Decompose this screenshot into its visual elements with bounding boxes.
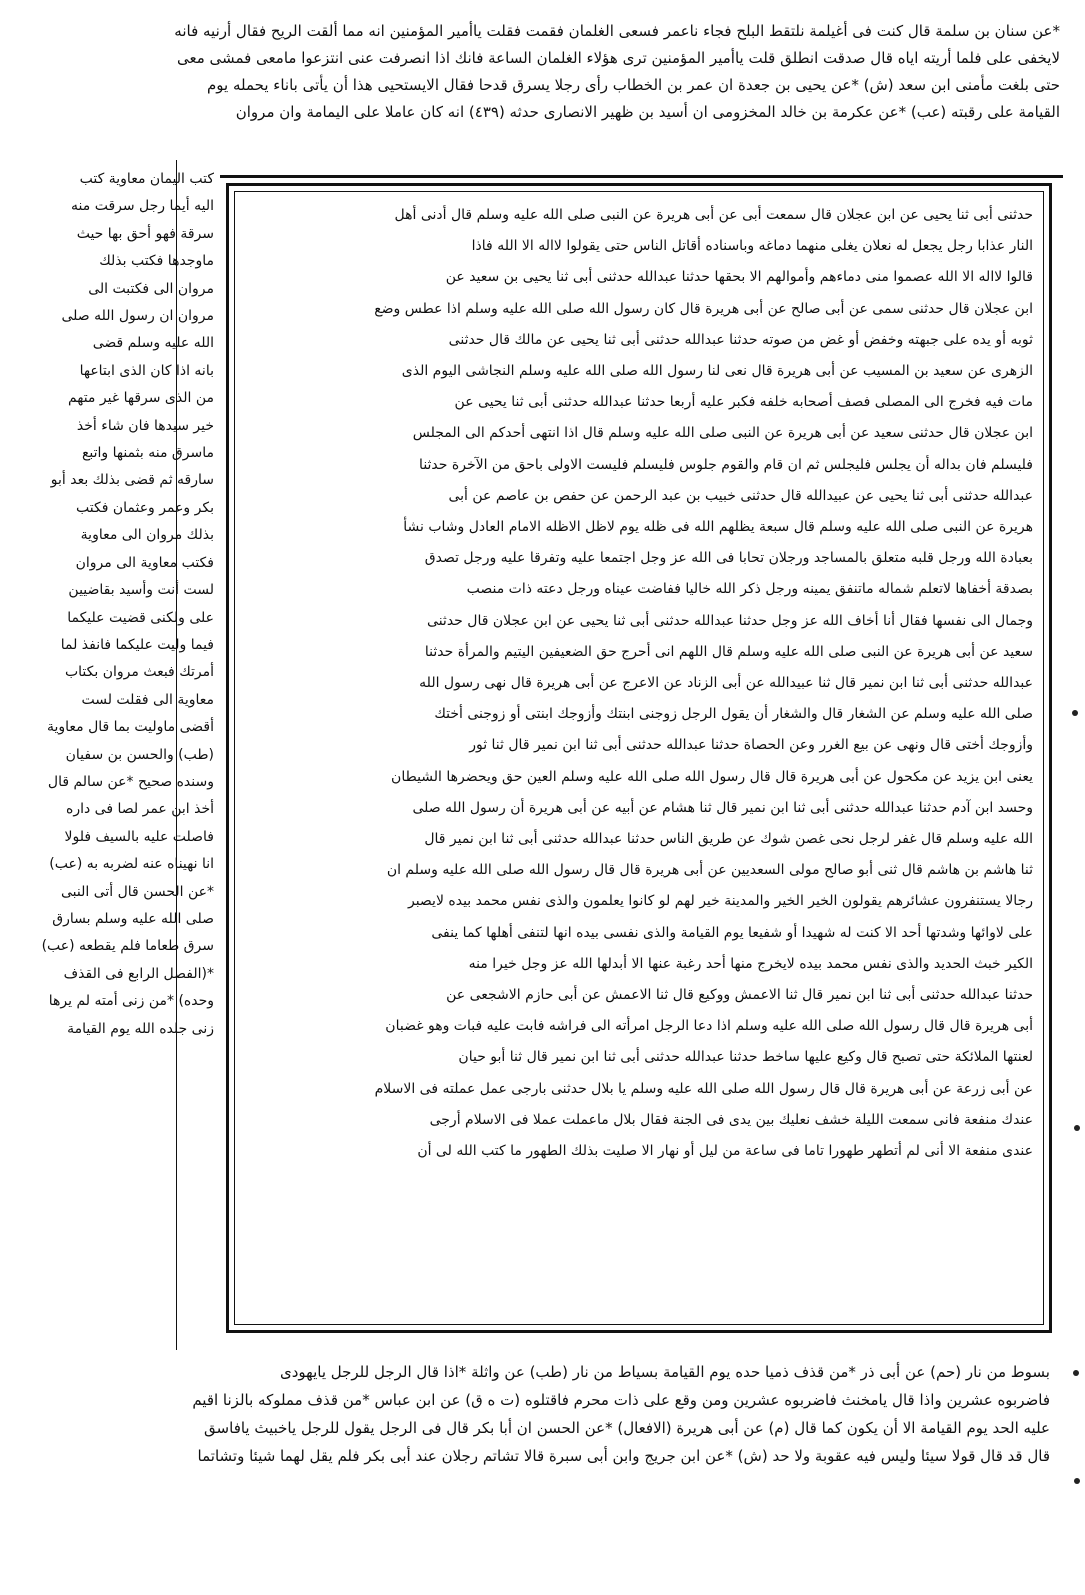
text-line: ثوبه أو يده على جبهته وخفض أو غض من صوته حدثنا عبدالله حدثنى أبى ثنا يحيى عن مالك قال حدثنى [448,331,1033,348]
separator-rule [220,175,1063,178]
text-line: مات فيه فخرج الى المصلى فصف أصحابه خلفه فكبر عليه أربعا حدثنا عبدالله حدثنى أبى ثنا يحيى عن [454,394,1033,411]
margin-line: انا نهيناه عنه لضربه به (عب) [49,856,214,873]
text-line: بسوط من نار (حم) عن أبى ذر *من قذف ذميا حده يوم القيامة بسياط من نار (طب) عن واثلة *اذا قال الرجل للرجل يايهودى [279,1363,1050,1381]
margin-line: *(الفصل الرابع فى القذف [63,965,214,982]
margin-line: أخذ ابن عمر لصا فى داره [65,801,214,818]
scan-speck [1074,1478,1080,1484]
margin-line: اليه أيما رجل سرقت منه [71,198,214,215]
scan-speck [1072,710,1078,716]
text-line: عن أبى زرعة عن أبى هريرة قال قال رسول الله صلى الله عليه وسلم يا بلال حدثنى بارجى عمل عملته فى الاسلام [374,1080,1033,1097]
text-line: عبدالله حدثنى أبى ثنا ابن نمير قال ثنا عبيدالله عن أبى الزناد عن الاعرج عن أبى هريرة قال نهى رسول الله [419,675,1033,692]
margin-column [14,166,214,1043]
text-line: بصدقة أخفاها لاتعلم شماله ماتنفق يمينه ورجل ذكر الله خاليا ففاضت عيناه ورجل دعته ذات منصب [466,581,1033,598]
text-line: القيامة على رقبته (عب) *عن عكرمة بن خالد المخزومى ان أسيد بن ظهير الانصارى حدثه (٤٣٩) انه كان عاملا على اليمامة وان مروان [235,103,1060,121]
text-line: رجالا يستنفرون عشائرهم يقولون الخير الخير والمدينة خير لهم لو كانوا يعلمون والذى نفس محمد بيده لايصبر [407,893,1033,910]
margin-line: لست أنت وأسيد بقاضيين [68,582,214,599]
text-line: لايخفى على فلما أريته اياه قال صدقت انطلق قلت ياأمير المؤمنين ترى هؤلاء الغلمان الساعة فانك اذا انصرفت عنى انتزعوا مامعى فمشى معى [177,49,1060,67]
text-line: عندى منفعة الا أنى لم أتطهر طهورا تاما فى ساعة من ليل أو نهار الا صليت بذلك الطهور ما كتب الله لى أن [417,1143,1033,1160]
margin-line: خير سيدها فان شاء أخذ [76,417,214,434]
margin-line: أقضى ماوليت بما قال معاوية [46,719,214,736]
margin-line: ماسرق منه بثمنها واتبع [81,445,214,462]
text-line: على لاوائها وشدتها أحد الا كنت له شهيدا أو شفيعا يوم القيامة والذى نفسى بيده انها لتنفى أهلها كما ينفى [431,924,1033,941]
margin-line: مروان ان رسول الله صلى [61,308,214,325]
margin-line: معاوية الى فقلت لست [81,691,214,708]
text-line: فاضربوه عشرين واذا قال يامخنث فاضربوه عشرين ومن وقع على ذات محرم فاقتلوه (ت ه ق) عن ابن عباس *من قذف مملوكه بالزنا اقيم [192,1391,1050,1409]
margin-line: *عن الحسن قال أتى النبى [60,883,214,900]
text-line: ابن عجلان قال حدثنى سمى عن أبى صالح عن أبى هريرة قال كان رسول الله صلى الله عليه وسلم اذا عطس وضع [374,300,1033,317]
margin-line: بذلك مروان الى معاوية [80,527,214,544]
margin-line: كتب اليمان معاوية كتب [79,171,214,187]
text-line: عندك منفعة فانى سمعت الليلة خشف نعليك بين يدى فى الجنة فقال بلال ماعملت عملا فى الاسلام أرجى [429,1111,1033,1128]
text-line: الله عليه وسلم قال غفر لرجل نحى غصن شوك عن طريق الناس حدثنا عبدالله حدثنى أبى ثنا ابن نمير قال [424,831,1033,848]
margin-line: ماوجدها فكتب بذلك [99,253,214,270]
text-line: حتى بلغت مأمنى ابن سعد (ش) *عن يحيى بن جعدة ان عمر بن الخطاب رأى رجلا يسرق قدحا فقال الايستحيى هذا أن يأتى باناء يحمله يوم [207,76,1060,94]
scan-speck [1074,1125,1080,1131]
margin-line: بكر وعمر وعثمان فكتب [75,499,214,516]
margin-line: على ولكنى قضيت عليكما [67,609,214,626]
margin-line: وسنده صحيح *عن سالم قال [47,773,214,790]
margin-line: فاصلت عليه بالسيف فلولا [64,828,214,845]
text-line: قال قد قال قولا سيئا وليس فيه عقوبة ولا حد (ش) *عن ابن جريج وابن أبى سبرة قالا تشاتم رجلان عند أبى بكر فلم يقل لهما شيئا وتشاتما [197,1447,1050,1465]
margin-line: زنى جلده الله يوم القيامة [67,1020,214,1037]
margin-line: أمرتك فبعث مروان بكتاب [64,664,214,681]
margin-line: فكتب معاوية الى مروان [75,554,214,571]
margin-line: فيما وليت عليكما فانفذ لما [60,636,214,653]
text-line: صلى الله عليه وسلم عن الشغار قال والشغار أن يقول الرجل زوجنى ابنتك وأزوجك ابنتى أو زوجنى أختك [434,706,1033,723]
text-line: النار عذابا رجل يجعل له نعلان يغلى منهما دماغه وباسناده أقاتل الناس حتى يقولوا لااله الا الله فاذا [471,238,1033,255]
text-line: يعنى ابن يزيد عن مكحول عن أبى هريرة قال قال رسول الله صلى الله عليه وسلم العين حق ويحضرها الشيطان [391,768,1033,785]
margin-line: من الذى سرقها غير متهم [67,390,214,407]
text-line: عليه الحد يوم القيامة الا أن يكون كما قال (م) عن أبى هريرة (الافعال) *عن الحسن ان أبا بكر قال فى الرجل يقول للرجل ياخبيث يافاسق [204,1419,1050,1437]
main-text-frame [226,183,1052,1333]
text-line: بعبادة الله ورجل قلبه متعلق بالمساجد ورجلان تحابا فى الله عز وجل اجتمعا عليه وتفرقا عليه ورجل تصدق [424,550,1033,567]
text-line: وأزوجك أختى قال ونهى عن بيع الغرر وعن الحصاة حدثنا عبدالله حدثنى أبى ثنا ابن نمير قال ثنا ثور [469,737,1033,754]
scan-speck [1073,1370,1079,1376]
main-text-block [234,191,1044,1325]
text-line: أبى هريرة قال قال رسول الله صلى الله عليه وسلم اذا دعا الرجل امرأته الى فراشه فابت عليه فبات وهو غضبان [385,1018,1033,1035]
text-line: قالوا لااله الا الله عصموا منى دماءهم وأموالهم الا بحقها حدثنا عبدالله حدثنى أبى ثنا يحيى بن سعيد عن [445,269,1033,286]
text-line: وجمال الى نفسها فقال أنا أخاف الله عز وجل حدثنا عبدالله حدثنى أبى ثنا يحيى عن ابن عجلان قال حدثنى [427,612,1033,629]
text-line: حدثنى أبى ثنا يحيى عن ابن عجلان قال سمعت أبى عن أبى هريرة عن النبى صلى الله عليه وسلم قال أدنى أهل [394,207,1033,223]
margin-line: سارقه ثم قضى بذلك بعد أبو [50,472,214,489]
text-line: هريرة عن النبى صلى الله عليه وسلم قال سبعة يظلهم الله فى ظله يوم لاظل الاظله الامام العادل وشاب نشأ [403,519,1033,536]
margin-line: صلى الله عليه وسلم بسارق [52,910,214,927]
text-line: فليسلم فان بداله أن يجلس فليجلس ثم ان قام والقوم جلوس فليسلم فليست الاولى باحق من الآخرة حدثنا [419,456,1033,473]
bottom-text-block [20,1358,1050,1470]
text-line: وحسد ابن آدم حدثنا عبدالله حدثنى أبى ثنا ابن نمير قال ثنا هشام عن أبيه عن أبى هريرة أن رسول الله صلى [412,799,1033,816]
text-line: ابن عجلان قال حدثنى سعيد عن أبى هريرة عن النبى صلى الله عليه وسلم قال اذا انتهى أحدكم الى المجلس [412,425,1033,442]
margin-line: بانه اذا كان الذى ابتاعها [79,362,214,379]
margin-line: وحده) *من زنى أمته لم يرها [48,993,214,1010]
margin-line: (طب) والحسن بن سفيان [65,746,214,763]
text-line: عبدالله حدثنى أبى ثنا يحيى عن عبيدالله قال حدثنى خبيب بن عبد الرحمن عن حفص بن عاصم عن أبى [448,487,1033,504]
margin-line: سرقة فهو أحق بها حيث [76,225,214,242]
text-line: لعنتها الملائكة حتى تصبح قال وكيع عليها ساخط حدثنا عبدالله حدثنى أبى ثنا ابن نمير قال ثنا أبو حيان [458,1049,1033,1066]
text-line: حدثنا عبدالله حدثنى أبى ثنا ابن نمير قال ثنا الاعمش ووكيع قال ثنا الاعمش عن أبى حازم الاشجعى عن [446,987,1033,1004]
margin-line: الله عليه وسلم قضى [92,335,214,352]
text-line: *عن سنان بن سلمة قال كنت فى أغيلمة نلتقط البلح فجاء ناعمر فسعى الغلمان فقمت فقلت ياأمير المؤمنين انه مما ألقت الريح فقال أرنيه فانه [174,22,1060,40]
margin-line: سرق طعاما فلم يقطعه (عب) [41,938,214,955]
margin-line: مروان الى فكتبت الى [88,280,214,297]
text-line: الزهرى عن سعيد بن المسيب عن أبى هريرة قال نعى لنا رسول الله صلى الله عليه وسلم النجاشى اليوم الذى [401,363,1033,380]
text-line: سعيد عن أبى هريرة عن النبى صلى الله عليه وسلم قال اللهم انى أحرج حق الضعيفين اليتيم والمرأة حدثنا [424,643,1033,660]
text-line: ثنا هاشم بن هاشم قال ثنى أبو صالح مولى السعديين عن أبى هريرة قال قال رسول الله صلى الله عليه وسلم ان [386,862,1033,879]
top-text-block [20,18,1060,126]
text-line: الكير خبث الحديد والذى نفس محمد بيده لايخرج منها أحد رغبة عنها الا أبدلها الله عز وجل خيرا منه [468,955,1033,972]
